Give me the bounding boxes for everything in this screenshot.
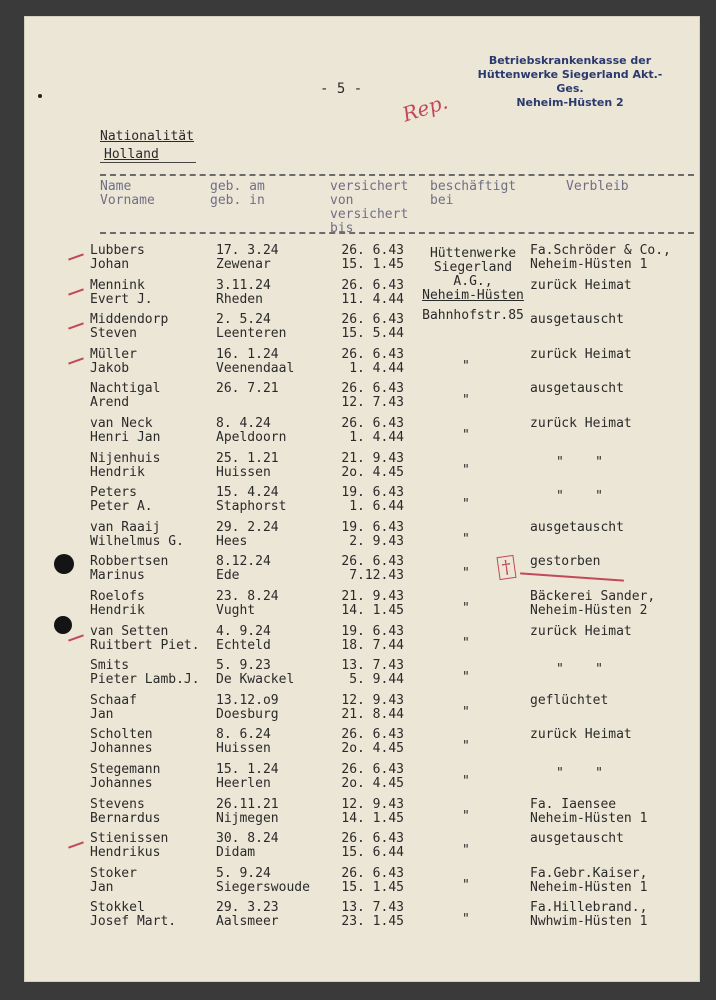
row-birth-date: 8.12.24 xyxy=(216,554,271,569)
row-birth-date: 13.12.o9 xyxy=(216,693,279,708)
row-birth-place: Leenteren xyxy=(216,326,287,341)
dot-mark xyxy=(38,94,42,98)
header-geb-in: geb. in xyxy=(210,193,265,208)
row-birth-place: Heerlen xyxy=(216,776,271,791)
row-employer-ditto: " xyxy=(462,739,470,754)
row-birth-date: 8. 4.24 xyxy=(216,416,271,431)
employer-line-2: Siegerland xyxy=(433,260,513,275)
row-birth-date: 17. 3.24 xyxy=(216,243,279,258)
row-birth-place: Staphorst xyxy=(216,499,287,514)
row-employer-ditto: " xyxy=(462,878,470,893)
header-name xyxy=(100,180,155,208)
row-name: van Raaij xyxy=(90,520,161,535)
row-whereabouts-1: zurück Heimat xyxy=(530,347,632,362)
row-birth-place: Huissen xyxy=(216,465,271,480)
row-whereabouts-ditto: " " xyxy=(556,662,603,677)
row-name: Roelofs xyxy=(90,589,145,604)
row-employer-ditto: " xyxy=(462,843,470,858)
row-employer-ditto: " xyxy=(462,463,470,478)
header-besch-1: beschäftigt xyxy=(430,179,517,194)
row-employer-ditto: " xyxy=(462,670,470,685)
row-insured-until: 23. 1.45 xyxy=(341,914,404,929)
header-vers-von-1: versichert xyxy=(330,179,409,194)
row-birth-date: 5. 9.24 xyxy=(216,866,271,881)
row-birth-date: 26. 7.21 xyxy=(216,381,279,396)
row-birth-date: 3.11.24 xyxy=(216,278,271,293)
row-whereabouts-1: Fa.Schröder & Co., xyxy=(530,243,671,258)
row-insured-from: 21. 9.43 xyxy=(341,451,404,466)
employer-block xyxy=(418,247,528,323)
row-vorname: Peter A. xyxy=(90,499,153,514)
row-whereabouts-2: Neheim-Hüsten 1 xyxy=(530,257,648,272)
row-insured-from: 26. 6.43 xyxy=(341,727,404,742)
row-vorname: Arend xyxy=(90,395,130,410)
row-name: Mennink xyxy=(90,278,145,293)
header-vorname-label: Vorname xyxy=(100,193,155,208)
title-underline xyxy=(100,162,196,163)
row-whereabouts-2: Neheim-Hüsten 2 xyxy=(530,603,648,618)
header-birth xyxy=(210,180,265,208)
header-geb-am: geb. am xyxy=(210,179,265,194)
page-number: - 5 - xyxy=(320,81,363,97)
row-employer-ditto: " xyxy=(462,393,470,408)
row-insured-until: 1. 4.44 xyxy=(349,430,404,445)
row-employer-ditto: " xyxy=(462,532,470,547)
row-birth-place: Ede xyxy=(216,568,240,583)
row-birth-date: 15. 1.24 xyxy=(216,762,279,777)
row-name: Schaaf xyxy=(90,693,137,708)
row-name: Müller xyxy=(90,347,137,362)
row-insured-from: 13. 7.43 xyxy=(341,658,404,673)
row-vorname: Evert J. xyxy=(90,292,153,307)
row-birth-date: 5. 9.23 xyxy=(216,658,271,673)
row-insured-until: 2o. 4.45 xyxy=(341,465,404,480)
row-name: Middendorp xyxy=(90,312,169,327)
row-employer-ditto: " xyxy=(462,359,470,374)
row-insured-until: 14. 1.45 xyxy=(341,811,404,826)
row-insured-until: 7.12.43 xyxy=(349,568,404,583)
row-insured-until: 15. 6.44 xyxy=(341,845,404,860)
row-birth-place: De Kwackel xyxy=(216,672,295,687)
row-birth-place: Didam xyxy=(216,845,256,860)
row-vorname: Hendrikus xyxy=(90,845,161,860)
row-whereabouts-1: zurück Heimat xyxy=(530,416,632,431)
row-birth-place: Apeldoorn xyxy=(216,430,287,445)
row-insured-until: 1. 4.44 xyxy=(349,361,404,376)
row-vorname: Jakob xyxy=(90,361,130,376)
row-birth-date: 29. 3.23 xyxy=(216,900,279,915)
row-whereabouts-2: Neheim-Hüsten 1 xyxy=(530,880,648,895)
row-employer-ditto: " xyxy=(462,497,470,512)
row-birth-place: Huissen xyxy=(216,741,271,756)
row-name: Scholten xyxy=(90,727,153,742)
row-whereabouts-1: ausgetauscht xyxy=(530,381,624,396)
row-whereabouts-1: ausgetauscht xyxy=(530,312,624,327)
row-insured-until: 21. 8.44 xyxy=(341,707,404,722)
row-insured-until: 5. 9.44 xyxy=(349,672,404,687)
header-vers-von-2: von xyxy=(330,193,354,208)
row-birth-place: Rheden xyxy=(216,292,263,307)
row-birth-date: 16. 1.24 xyxy=(216,347,279,362)
row-whereabouts-ditto: " " xyxy=(556,766,603,781)
row-vorname: Hendrik xyxy=(90,603,145,618)
row-vorname: Johan xyxy=(90,257,130,272)
row-insured-until: 12. 7.43 xyxy=(341,395,404,410)
row-whereabouts-1: ausgetauscht xyxy=(530,831,624,846)
row-birth-place: Veenendaal xyxy=(216,361,295,376)
row-whereabouts-1: Bäckerei Sander, xyxy=(530,589,656,604)
row-insured-until: 14. 1.45 xyxy=(341,603,404,618)
row-vorname: Josef Mart. xyxy=(90,914,177,929)
row-employer-ditto: " xyxy=(462,428,470,443)
row-birth-date: 26.11.21 xyxy=(216,797,279,812)
row-insured-until: 1. 6.44 xyxy=(349,499,404,514)
row-whereabouts-1: zurück Heimat xyxy=(530,278,632,293)
row-insured-from: 26. 6.43 xyxy=(341,762,404,777)
deceased-mark: † xyxy=(496,555,516,580)
row-insured-from: 26. 6.43 xyxy=(341,243,404,258)
row-employer-ditto: " xyxy=(462,636,470,651)
row-name: van Setten xyxy=(90,624,169,639)
row-vorname: Johannes xyxy=(90,741,153,756)
row-insured-until: 18. 7.44 xyxy=(341,638,404,653)
row-birth-date: 30. 8.24 xyxy=(216,831,279,846)
row-insured-until: 2. 9.43 xyxy=(349,534,404,549)
row-employer-ditto: " xyxy=(462,912,470,927)
row-insured-from: 26. 6.43 xyxy=(341,866,404,881)
row-insured-from: 19. 6.43 xyxy=(341,624,404,639)
row-insured-until: 2o. 4.45 xyxy=(341,776,404,791)
row-insured-until: 15. 1.45 xyxy=(341,880,404,895)
title-country: Holland xyxy=(104,147,159,162)
row-birth-date: 23. 8.24 xyxy=(216,589,279,604)
row-insured-from: 19. 6.43 xyxy=(341,485,404,500)
header-insured xyxy=(330,180,408,236)
row-whereabouts-1: zurück Heimat xyxy=(530,624,632,639)
row-name: Stoker xyxy=(90,866,137,881)
row-whereabouts-1: zurück Heimat xyxy=(530,727,632,742)
red-annotation: Rep. xyxy=(399,89,451,127)
row-whereabouts-1: Fa.Gebr.Kaiser, xyxy=(530,866,648,881)
row-whereabouts-1: ausgetauscht xyxy=(530,520,624,535)
row-name: Robbertsen xyxy=(90,554,169,569)
row-insured-from: 19. 6.43 xyxy=(341,520,404,535)
employer-line-4: Neheim-Hüsten xyxy=(422,288,524,303)
row-employer-ditto: " xyxy=(462,705,470,720)
row-employer-ditto: " xyxy=(462,774,470,789)
row-name: Nachtigal xyxy=(90,381,161,396)
row-insured-from: 26. 6.43 xyxy=(341,831,404,846)
row-vorname: Henri Jan xyxy=(90,430,161,445)
row-whereabouts-1: Fa. Iaensee xyxy=(530,797,617,812)
stamp-line-1: Betriebskrankenkasse der xyxy=(488,54,652,67)
row-insured-until: 11. 4.44 xyxy=(341,292,404,307)
row-name: Lubbers xyxy=(90,243,145,258)
row-birth-date: 2. 5.24 xyxy=(216,312,271,327)
header-vers-bis-1: versichert xyxy=(330,207,409,222)
row-vorname: Steven xyxy=(90,326,137,341)
row-insured-until: 15. 1.45 xyxy=(341,257,404,272)
employer-line-3: A.G., xyxy=(453,274,493,289)
row-birth-place: Aalsmeer xyxy=(216,914,279,929)
row-birth-date: 8. 6.24 xyxy=(216,727,271,742)
row-birth-place: Nijmegen xyxy=(216,811,279,826)
row-insured-from: 13. 7.43 xyxy=(341,900,404,915)
row-insured-from: 12. 9.43 xyxy=(341,693,404,708)
row-whereabouts-ditto: " " xyxy=(556,489,603,504)
row-vorname: Wilhelmus G. xyxy=(90,534,184,549)
header-name-label: Name xyxy=(100,179,132,194)
row-birth-date: 4. 9.24 xyxy=(216,624,271,639)
row-name: Nijenhuis xyxy=(90,451,161,466)
row-insured-from: 26. 6.43 xyxy=(341,381,404,396)
row-employer-ditto: " xyxy=(462,566,470,581)
row-name: Stevens xyxy=(90,797,145,812)
row-vorname: Jan xyxy=(90,880,114,895)
punch-hole-upper xyxy=(54,554,74,574)
row-employer-ditto: " xyxy=(462,809,470,824)
row-whereabouts-1: Fa.Hillebrand., xyxy=(530,900,648,915)
row-employer-ditto: " xyxy=(462,601,470,616)
employer-line-1: Hüttenwerke xyxy=(429,246,517,261)
row-insured-from: 26. 6.43 xyxy=(341,554,404,569)
row-whereabouts-1: gestorben xyxy=(530,554,601,569)
row-name: Stienissen xyxy=(90,831,169,846)
row-whereabouts-1: geflüchtet xyxy=(530,693,609,708)
row-birth-place: Echteld xyxy=(216,638,271,653)
row-whereabouts-2: Neheim-Hüsten 1 xyxy=(530,811,648,826)
row-name: Stegemann xyxy=(90,762,161,777)
row-birth-place: Zewenar xyxy=(216,257,271,272)
row-insured-from: 26. 6.43 xyxy=(341,347,404,362)
row-insured-from: 21. 9.43 xyxy=(341,589,404,604)
row-insured-from: 26. 6.43 xyxy=(341,416,404,431)
row-name: Peters xyxy=(90,485,137,500)
stamp-line-3: Neheim-Hüsten 2 xyxy=(516,96,624,109)
row-vorname: Hendrik xyxy=(90,465,145,480)
row-insured-until: 15. 5.44 xyxy=(341,326,404,341)
row-name: Smits xyxy=(90,658,130,673)
header-besch-2: bei xyxy=(430,193,454,208)
row-vorname: Marinus xyxy=(90,568,145,583)
row-vorname: Jan xyxy=(90,707,114,722)
row-insured-from: 12. 9.43 xyxy=(341,797,404,812)
header-whereabouts: Verbleib xyxy=(566,179,629,194)
punch-hole-lower xyxy=(54,616,72,634)
row-vorname: Johannes xyxy=(90,776,153,791)
row-birth-date: 29. 2.24 xyxy=(216,520,279,535)
header-employed xyxy=(430,180,516,208)
row-birth-place: Hees xyxy=(216,534,248,549)
header-rule-top xyxy=(100,174,694,176)
row-whereabouts-ditto: " " xyxy=(556,455,603,470)
row-birth-place: Doesburg xyxy=(216,707,279,722)
row-birth-place: Siegerswoude xyxy=(216,880,310,895)
row-insured-until: 2o. 4.45 xyxy=(341,741,404,756)
row-whereabouts-2: Nwhwim-Hüsten 1 xyxy=(530,914,648,929)
stamp-line-2: Hüttenwerke Siegerland Akt.-Ges. xyxy=(477,68,663,95)
row-vorname: Bernardus xyxy=(90,811,161,826)
row-birth-date: 25. 1.21 xyxy=(216,451,279,466)
company-stamp xyxy=(470,54,670,110)
header-vers-bis-2: bis xyxy=(330,221,354,236)
row-birth-date: 15. 4.24 xyxy=(216,485,279,500)
row-name: van Neck xyxy=(90,416,153,431)
employer-line-5: Bahnhofstr.85 xyxy=(422,308,524,323)
row-birth-place: Vught xyxy=(216,603,256,618)
row-vorname: Pieter Lamb.J. xyxy=(90,672,200,687)
row-name: Stokkel xyxy=(90,900,145,915)
row-vorname: Ruitbert Piet. xyxy=(90,638,200,653)
title-nationality: Nationalität xyxy=(100,129,194,144)
row-insured-from: 26. 6.43 xyxy=(341,278,404,293)
row-insured-from: 26. 6.43 xyxy=(341,312,404,327)
